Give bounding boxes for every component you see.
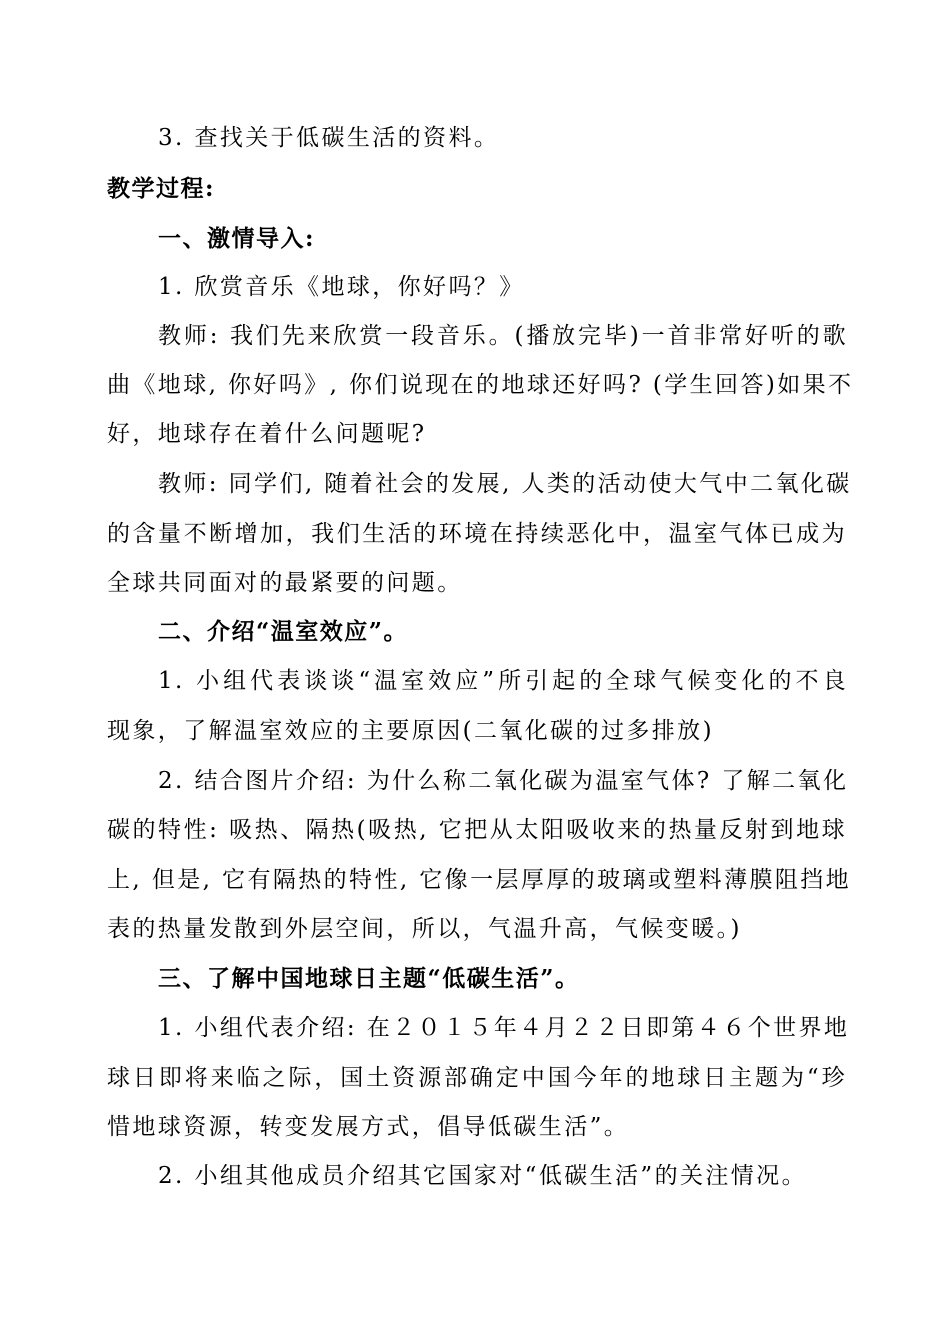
paragraph-line: 2. 结合图片介绍: 为什么称二氧化碳为温室气体? 了解二氧化 — [158, 768, 849, 794]
paragraph-line: 教师: 我们先来欣赏一段音乐。(播放完毕)一首非常好听的歌 — [158, 323, 848, 349]
paragraph-line: 的含量不断增加，我们生活的环境在持续恶化中，温室气体已成为 — [107, 521, 847, 547]
paragraph-line: 现象，了解温室效应的主要原因(二氧化碳的过多排放) — [107, 718, 714, 744]
paragraph-line: 曲《地球, 你好吗》, 你们说现在的地球还好吗? (学生回答)如果不 — [107, 372, 854, 398]
paragraph-line: 2. 小组其他成员介绍其它国家对“低碳生活”的关注情况。 — [158, 1163, 807, 1189]
paragraph-line: 教师: 同学们, 随着社会的发展, 人类的活动使大气中二氧化碳 — [158, 471, 852, 497]
step-3-text: 3. 查找关于低碳生活的资料。 — [158, 125, 500, 151]
paragraph-line: 球日即将来临之际，国土资源部确定中国今年的地球日主题为“珍 — [107, 1065, 847, 1091]
section-heading-teaching-process: 教学过程: — [107, 175, 215, 202]
heading-part-3: 三、了解中国地球日主题“低碳生活”。 — [158, 965, 580, 992]
paragraph-line: 上, 但是, 它有隔热的特性, 它像一层厚厚的玻璃或塑料薄膜阻挡地 — [107, 867, 852, 893]
paragraph-line: 表的热量发散到外层空间，所以，气温升高，气候变暖。) — [107, 916, 742, 942]
paragraph-line: 碳的特性: 吸热、隔热(吸热, 它把从太阳吸收来的热量反射到地球 — [107, 817, 847, 843]
paragraph-line: 1. 小组代表介绍: 在２０１５年４月２２日即第４６个世界地 — [158, 1015, 850, 1041]
paragraph-line: 1. 小组代表谈谈“温室效应”所引起的全球气候变化的不良 — [158, 668, 848, 694]
paragraph-line: 惜地球资源，转变发展方式，倡导低碳生活”。 — [107, 1114, 630, 1140]
paragraph-line: 全球共同面对的最紧要的问题。 — [107, 570, 463, 596]
paragraph-line: 好，地球存在着什么问题呢? — [107, 421, 427, 447]
paragraph-line: 1. 欣赏音乐《地球，你好吗？》 — [158, 274, 525, 300]
heading-part-2: 二、介绍“温室效应”。 — [158, 618, 408, 645]
heading-part-1: 一、激情导入: — [158, 225, 315, 252]
